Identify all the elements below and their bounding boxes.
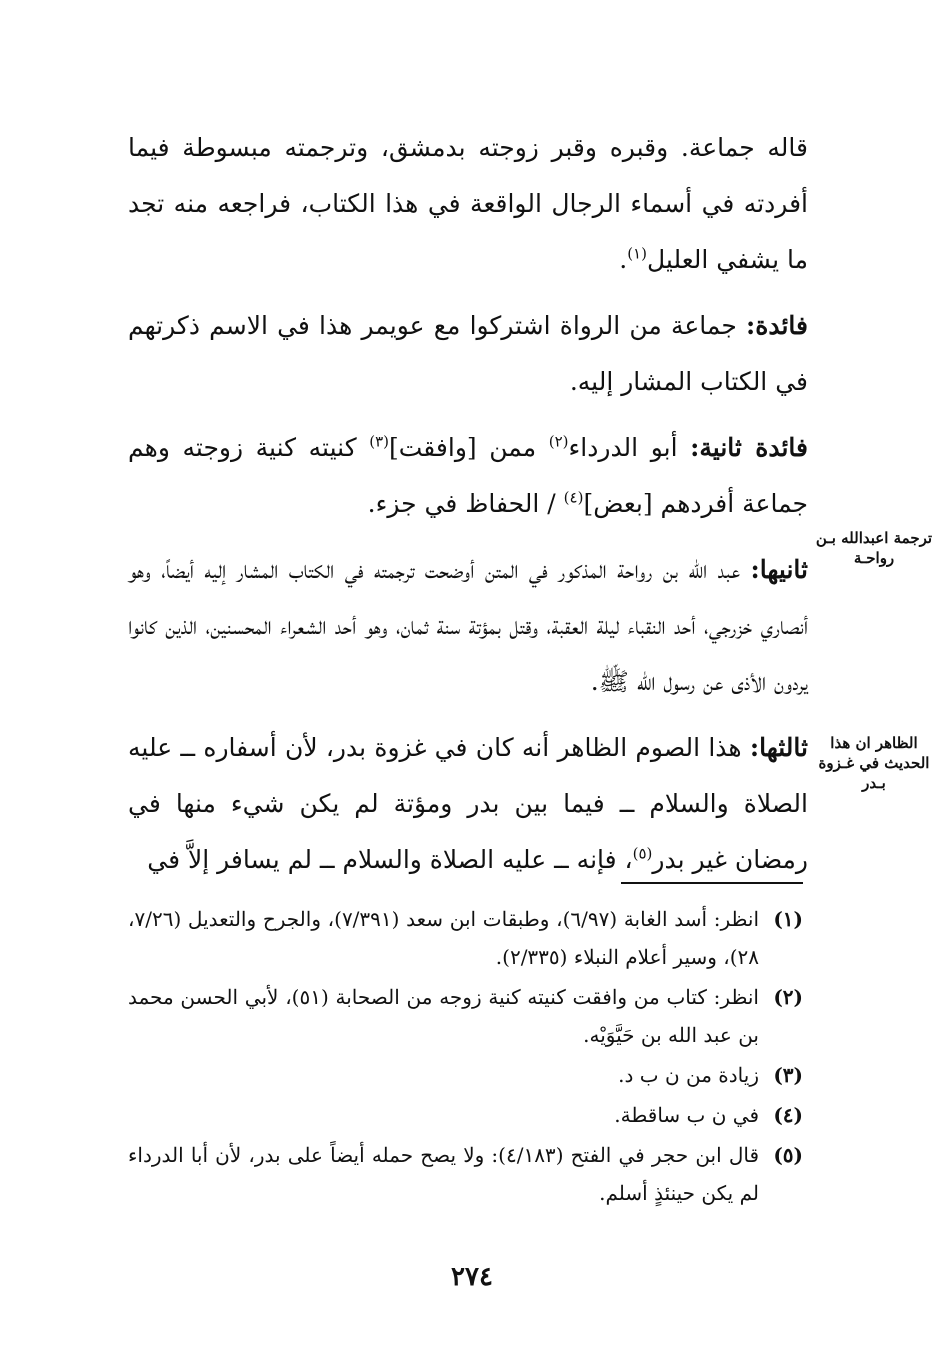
paragraph-lead: ثالثها: (749, 733, 808, 762)
footnote-ref[interactable]: (١) (627, 244, 647, 263)
paragraph-5 (128, 720, 808, 888)
paragraph-1 (128, 120, 808, 288)
page-number: ٢٧٤ (451, 1262, 493, 1292)
paragraph-end: . (619, 245, 628, 274)
footnote-item (128, 1056, 803, 1094)
footnote-text: في ن ب ساقطة. (614, 1103, 759, 1127)
footnote-item (128, 1096, 803, 1134)
footnote-number: (١) (773, 907, 803, 931)
footnote-text: انظر: أسد الغابة (٦/٩٧)، وطبقات ابن سعد (٧/٣٩١)، والجرح والتعديل (٧/٢٦، ٢٨)، وسير أعلام النبلاء (٢/٣٣٥). (128, 907, 760, 969)
paragraph-text: أبو الدرداء (568, 433, 691, 462)
footnote-number: (٣) (773, 1063, 803, 1087)
paragraph-lead: فائدة: (746, 311, 808, 340)
paragraph-text: ممن [وافقت] (388, 433, 549, 462)
footnote-number: (٢) (773, 985, 803, 1009)
paragraph-3 (128, 420, 808, 532)
marginal-note-badr: الظاهر ان هذا الحديث في غـزوة بـدر (818, 734, 930, 792)
footnote-ref[interactable]: (٣) (369, 432, 389, 451)
paragraph-lead: ثانيها: (750, 555, 808, 584)
marginal-note-ibn-rawaha: ترجمة اعبدالله بـن رواحـة (815, 529, 933, 567)
footnote-number: (٤) (773, 1103, 803, 1127)
paragraph-4 (128, 542, 808, 710)
footnote-item (128, 978, 803, 1054)
footnote-item (128, 900, 803, 976)
main-text (128, 120, 808, 898)
footnote-ref[interactable]: (٤) (563, 488, 584, 507)
footnote-number: (٥) (773, 1143, 803, 1167)
footnote-item (128, 1136, 803, 1212)
footnotes (128, 900, 803, 1214)
footnote-divider (621, 882, 803, 884)
paragraph-text: ، فإنه ــ عليه الصلاة والسلام ــ لم يسافر إلاَّ في (147, 845, 633, 874)
paragraph-lead: فائدة ثانية: (690, 433, 808, 462)
footnote-ref[interactable]: (٢) (548, 432, 569, 451)
footnote-text: انظر: كتاب من وافقت كنيته كنية زوجه من الصحابة (٥١)، لأبي الحسن محمد بن عبد الله بن حَيَّوَيْه. (128, 985, 759, 1047)
paragraph-text: جماعة من الرواة اشتركوا مع عويمر هذا في الاسم ذكرتهم في الكتاب المشار إليه. (128, 311, 808, 396)
paragraph-text: / الحفاظ في جزء. (367, 489, 564, 518)
paragraph-text: عبد الله بن رواحة المذكور في المتن أوضحت ترجمته في الكتاب المشار إليه أيضاً، وهو أنصاري خزرجي، أحد النقباء ليلة العقبة، وقتل بمؤتة سنة ثمان، وهو أحد الشعراء المحسنين، الذين كانوا يردون الأذى عن رسول الله ﷺ. (128, 555, 808, 696)
paragraph-text: قاله جماعة. وقبره وقبر زوجته بدمشق، وترجمته مبسوطة فيما أفردته في أسماء الرجال الواقعة في هذا الكتاب، فراجعه منه تجد ما يشفي العليل (128, 133, 808, 274)
paragraph-text: هذا الصوم الظاهر أنه كان في غزوة بدر، لأن أسفاره ــ عليه الصلاة والسلام ــ فيما بين بدر ومؤتة لم يكن شيء منها في رمضان غير بدر (128, 733, 808, 874)
footnote-ref[interactable]: (٥) (632, 844, 653, 863)
footnote-text: قال ابن حجر في الفتح (٤/١٨٣): ولا يصح حمله أيضاً على بدر، لأن أبا الدرداء لم يكن حينئذٍ أسلم. (128, 1143, 760, 1205)
paragraph-2 (128, 298, 808, 410)
footnote-text: زيادة من ن ب د. (618, 1063, 759, 1087)
paragraph-text: كنيته كنية زوجته وهم جماعة أفردهم [بعض] (128, 433, 808, 518)
